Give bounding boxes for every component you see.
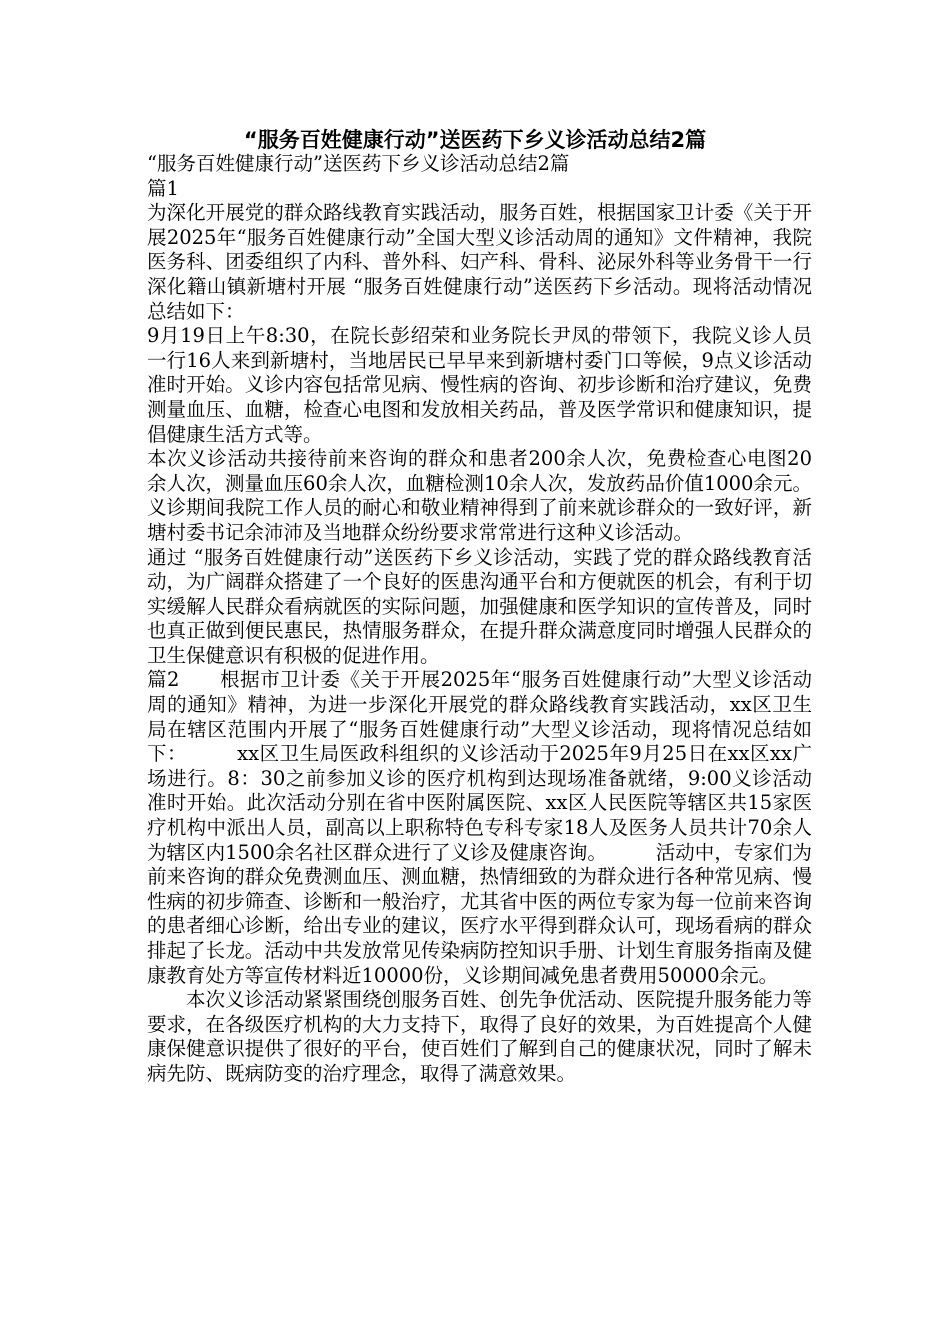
- paragraph-stats: 本次义诊活动共接待前来咨询的群众和患者200余人次，免费检查心电图20余人次，测量血压60余人次，血糖检测10余人次，发放药品价值1000余元。义诊期间我院工作人员的耐心和敬业精神得到了前来就诊群众的一致好评，新塘村委书记余沛沛及当地群众纷纷要求常常进行这种义诊活动。: [147, 447, 812, 544]
- paragraph-section-2: 篇2 根据市卫计委《关于开展2025年“服务百姓健康行动”大型义诊活动周的通知》精神，为进一步深化开展党的群众路线教育实践活动，xx区卫生局在辖区范围内开展了“服务百姓健康行动”大型义诊活动，现将情况总结如下： xx区卫生局医政科组织的义诊活动于2025年9月25日在xx区xx广场进行。8：30之前参加义诊的医疗机构到达现场准备就绪，9:00义诊活动准时开始。此次活动分别在省中医附属医院、xx区人民医院等辖区共15家医疗机构中派出人员，副高以上职称特色专科专家18人及医务人员共计70余人为辖区内1500余名社区群众进行了义诊及健康咨询。 活动中，专家们为前来咨询的群众免费测血压、测血糖，热情细致的为群众进行各种常见病、慢性病的初步筛查、诊断和一般治疗，尤其省中医的两位专家为每一位前来咨询的患者细心诊断，给出专业的建议，医疗水平得到群众认可，现场看病的群众排起了长龙。活动中共发放常见传染病防控知识手册、计划生育服务指南及健康教育处方等宣传材料近10000份，义诊期间减免患者费用50000余元。: [147, 668, 812, 987]
- section-heading-1: 篇1: [147, 176, 179, 200]
- document-body: [147, 152, 812, 1087]
- paragraph-conclusion-2: 本次义诊活动紧紧围绕创服务百姓、创先争优活动、医院提升服务能力等要求，在各级医疗机构的大力支持下，取得了良好的效果，为百姓提高个人健康保健意识提供了很好的平台，使百姓们了解到自己的健康状况，同时了解未病先防、既病防变的治疗理念，取得了满意效果。: [147, 988, 812, 1085]
- paragraph-conclusion-1: 通过 “服务百姓健康行动”送医药下乡义诊活动，实践了党的群众路线教育活动，为广阔群众搭建了一个良好的医患沟通平台和方便就医的机会，有利于切实缓解人民群众看病就医的实际问题，加强健康和医学知识的宣传普及，同时也真正做到便民惠民，热情服务群众，在提升群众满意度同时增强人民群众的卫生保健意识有积极的促进作用。: [147, 545, 812, 667]
- subtitle-line: “服务百姓健康行动”送医药下乡义诊活动总结2篇: [147, 152, 570, 175]
- document-title: “服务百姓健康行动”送医药下乡义诊活动总结2篇: [243, 128, 707, 152]
- paragraph-intro: 为深化开展党的群众路线教育实践活动，服务百姓，根据国家卫计委《关于开展2025年“服务百姓健康行动”全国大型义诊活动周的通知》文件精神，我院医务科、团委组织了内科、普外科、妇产科、骨科、泌尿外科等业务骨干一行深化籍山镇新塘村开展 “服务百姓健康行动”送医药下乡活动。现将活动情况总结如下：: [147, 201, 812, 323]
- paragraph-event: 9月19日上午8:30，在院长彭绍荣和业务院长尹凤的带领下，我院义诊人员一行16人来到新塘村，当地居民已早早来到新塘村委门口等候，9点义诊活动准时开始。义诊内容包括常见病、慢性病的咨询、初步诊断和治疗建议，免费测量血压、血糖，检查心电图和发放相关药品，普及医学常识和健康知识，提倡健康生活方式等。: [147, 324, 812, 446]
